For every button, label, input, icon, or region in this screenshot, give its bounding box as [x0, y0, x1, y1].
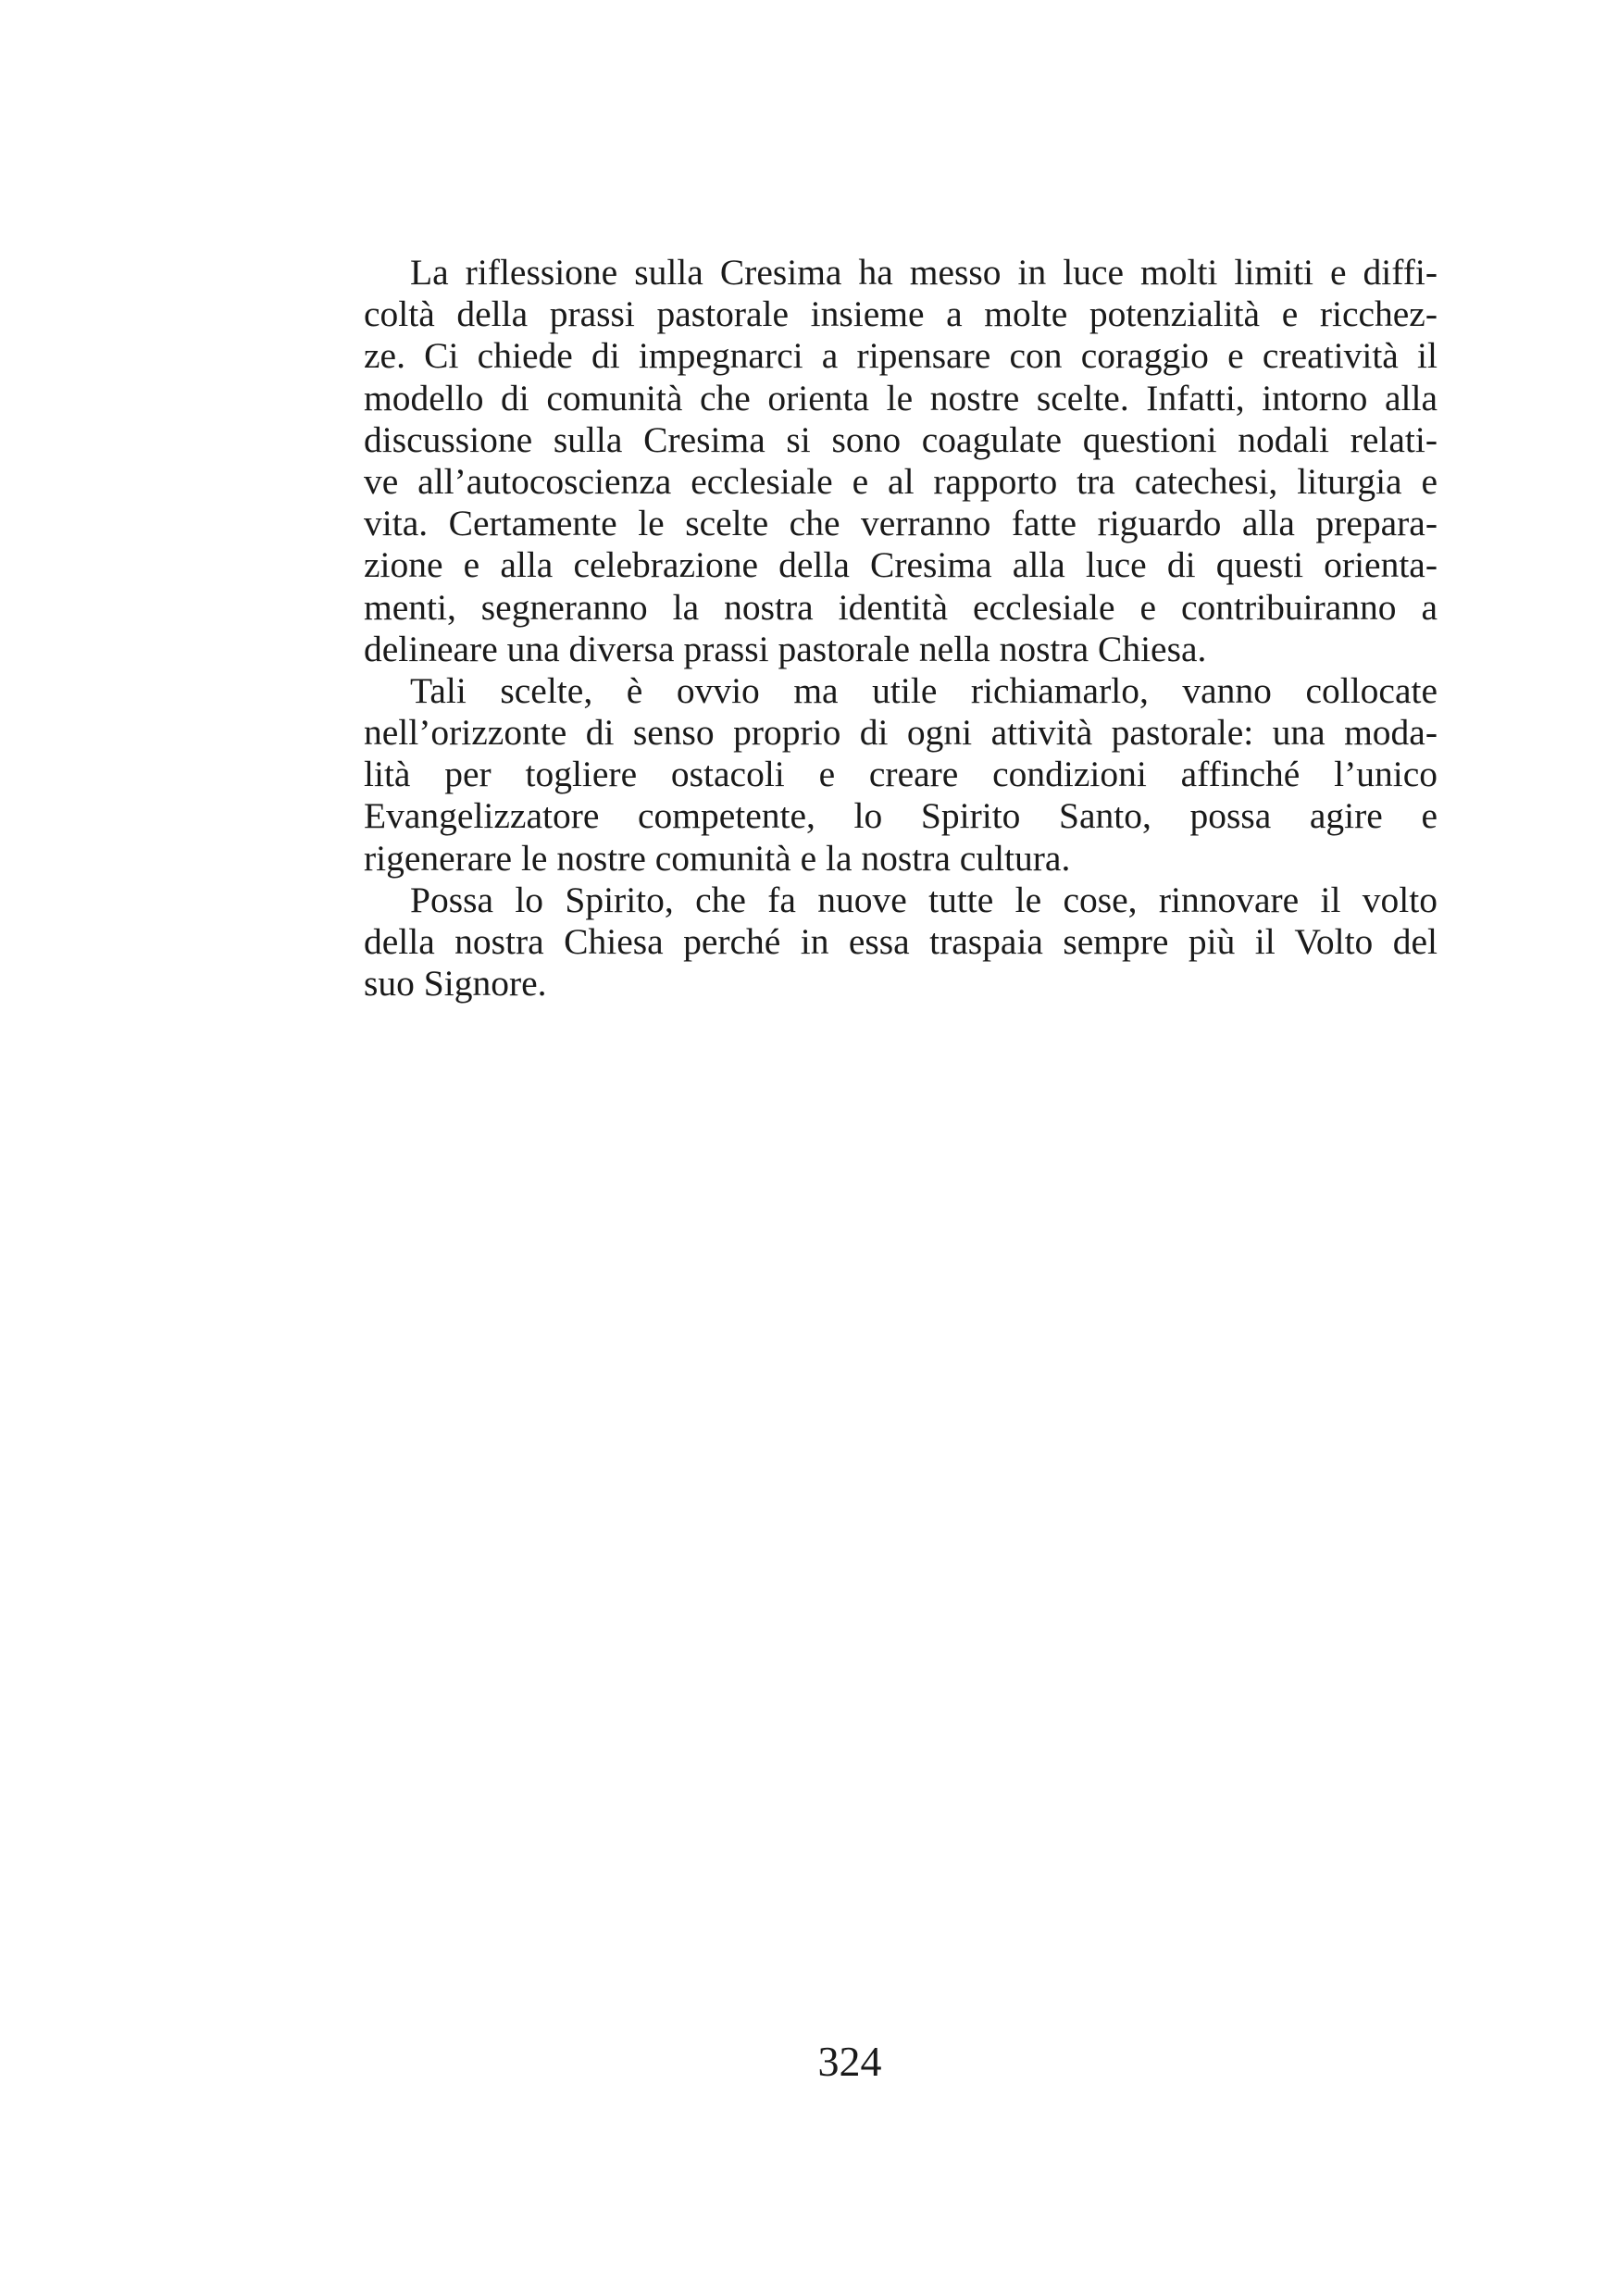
text-line: della nostra Chiesa perché in essa traspaia sempre più il Volto del: [364, 921, 1438, 962]
text-line: discussione sulla Cresima si sono coagulate questioni nodali relati-: [364, 418, 1438, 460]
text-line: zione e alla celebrazione della Cresima alla luce di questi orienta-: [364, 544, 1438, 586]
text-line: menti, segneranno la nostra identità ecclesiale e contribuiranno a: [364, 586, 1438, 628]
text-line: Evangelizzatore competente, lo Spirito Santo, possa agire e: [364, 795, 1438, 837]
text-line: ve all’autocoscienza ecclesiale e al rapporto tra catechesi, liturgia e: [364, 460, 1438, 502]
body-text: [364, 252, 1438, 1004]
text-line: coltà della prassi pastorale insieme a molte potenzialità e ricchez-: [364, 293, 1438, 335]
text-line: La riflessione sulla Cresima ha messo in luce molti limiti e diffi-: [410, 252, 1438, 293]
text-line: vita. Certamente le scelte che verranno fatte riguardo alla prepara-: [364, 503, 1438, 544]
text-line: ze. Ci chiede di impegnarci a ripensare con coraggio e creatività il: [364, 335, 1438, 377]
text-line: rigenerare le nostre comunità e la nostra cultura.: [364, 837, 1071, 879]
text-line: lità per togliere ostacoli e creare condizioni affinché l’unico: [364, 754, 1438, 795]
text-line: suo Signore.: [364, 963, 547, 1004]
text-line: modello di comunità che orienta le nostre scelte. Infatti, intorno alla: [364, 377, 1438, 418]
text-line: nell’orizzonte di senso proprio di ogni attività pastorale: una moda-: [364, 712, 1438, 754]
text-line: delineare una diversa prassi pastorale nella nostra Chiesa.: [364, 628, 1207, 669]
page-number: 324: [817, 2038, 882, 2085]
text-line: Tali scelte, è ovvio ma utile richiamarlo, vanno collocate: [410, 669, 1438, 711]
text-line: Possa lo Spirito, che fa nuove tutte le cose, rinnovare il volto: [410, 879, 1438, 920]
